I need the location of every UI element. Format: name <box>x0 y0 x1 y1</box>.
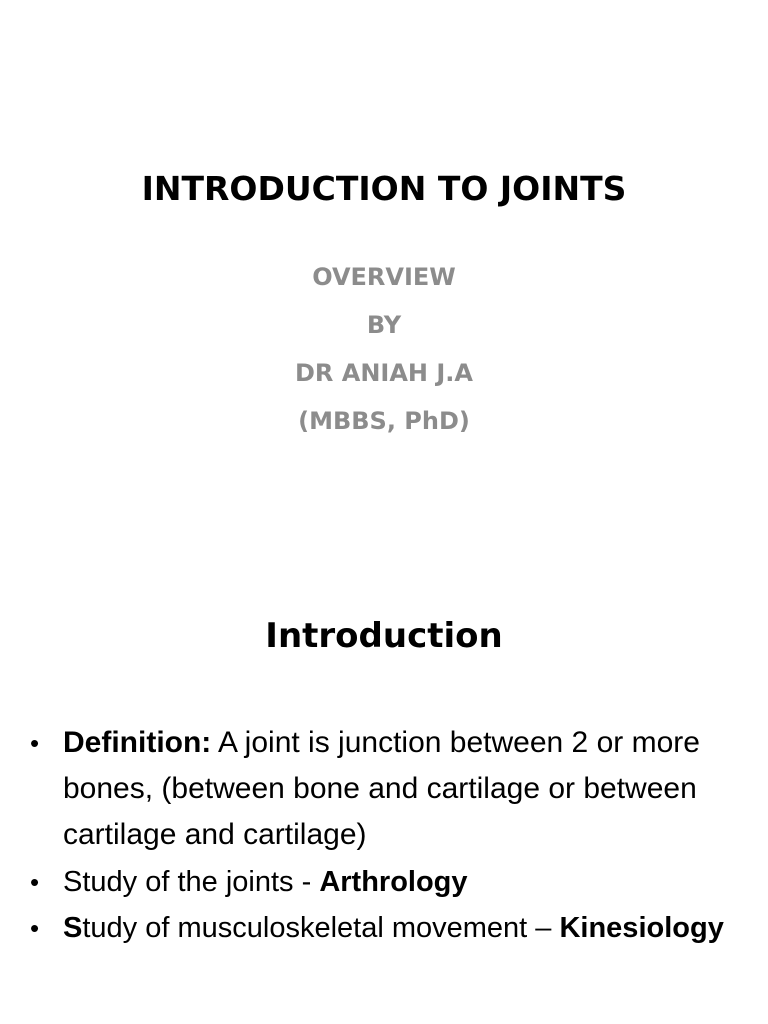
bullet-term: Arthrology <box>319 866 468 898</box>
content-slide <box>0 512 768 1024</box>
subtitle-line: OVERVIEW <box>312 263 456 291</box>
bullet-text: Study of the joints - <box>63 866 320 898</box>
bullet-item-definition <box>30 720 750 858</box>
bullet-list <box>30 720 750 951</box>
bullet-text: tudy of musculoskeletal movement – <box>82 912 560 944</box>
subtitle-line: DR ANIAH J.A <box>295 359 473 387</box>
bullet-term: Kinesiology <box>559 912 724 944</box>
bullet-item-kinesiology <box>30 905 750 951</box>
bullet-item-arthrology <box>30 859 750 905</box>
slide-heading: Introduction <box>265 616 503 656</box>
bullet-label: Definition: <box>63 726 212 759</box>
bullet-initial: S <box>63 912 83 944</box>
bullet-icon: • <box>30 913 40 943</box>
bullet-text: A joint is junction between 2 or more bones, (between bone and cartilage or between cartilage and cartilage) <box>63 726 700 851</box>
subtitle-line: (MBBS, PhD) <box>298 407 470 435</box>
slide-subtitle <box>0 255 768 447</box>
slide-title: INTRODUCTION TO JOINTS <box>141 169 627 208</box>
subtitle-line: BY <box>366 311 402 339</box>
bullet-icon: • <box>30 728 40 758</box>
bullet-icon: • <box>30 867 40 897</box>
